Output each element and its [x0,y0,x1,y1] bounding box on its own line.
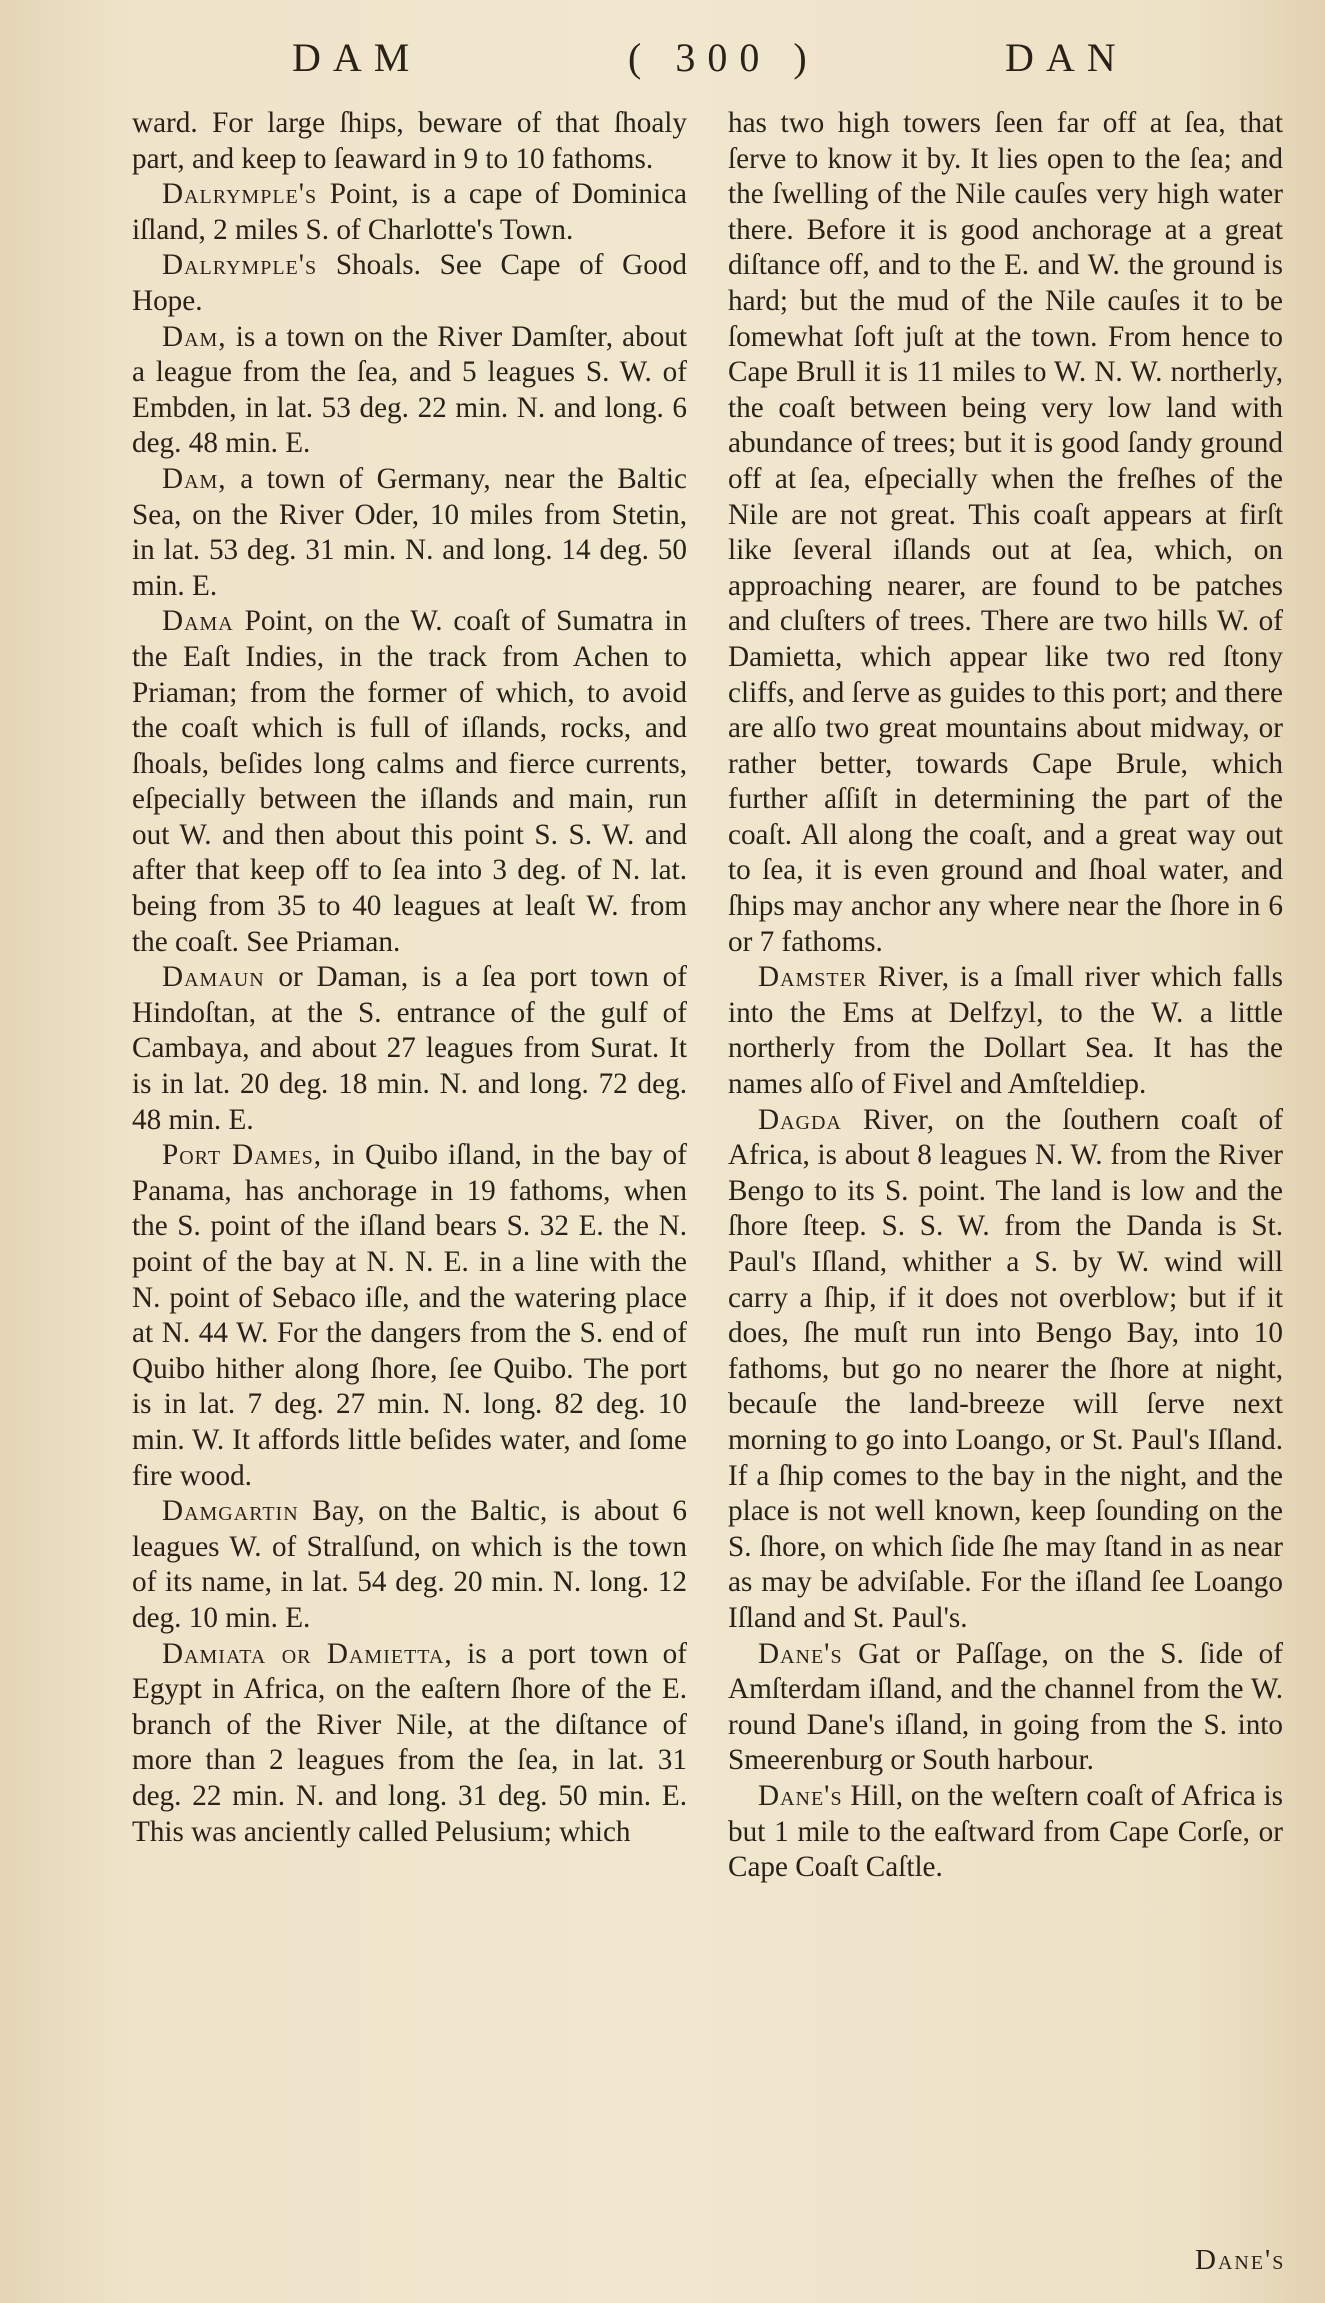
page-number: ( 300 ) [628,35,819,80]
dictionary-entry [132,462,687,604]
entry-headword: Dane's [758,1637,843,1670]
entry-text: or Daman, is a ſea port town of Hindoſtan, at the S. entrance of the gulf of Cambaya, and about 27 leagues from Surat. It is in lat. 20 deg. 18 min. N. and long. 72 deg. 48 min. E. [132,961,687,1136]
dictionary-entry [728,1779,1283,1886]
dictionary-entry [132,604,687,960]
entry-text: Hill, on the weſtern coaſt of Africa is but 1 mile to the eaſtward from Cape Corſe, or Cape Coaſt Caſtle. [728,1779,1283,1884]
entry-headword: Dalrymple's [162,178,318,211]
dictionary-entry [132,106,687,177]
left-column [132,106,687,1850]
dictionary-entry [132,1138,687,1494]
dictionary-entry [132,960,687,1138]
entry-headword: Damaun [162,961,265,994]
entry-text: Bay, on the Baltic, is about 6 leagues W. of Stralſund, on which is the town of its name, in lat. 54 deg. 20 min. N. long. 12 deg. 10 min. E. [132,1495,687,1634]
header-left-guideword: DAM [292,35,422,80]
dictionary-entry [132,1637,687,1851]
header-right-guideword: DAN [1005,35,1128,80]
entry-text: in Quibo iſland, in the bay of Panama, has anchorage in 19 fathoms, when the S. point of the iſland bears S. 32 E. the N. point of the bay at N. N. E. in a line with the N. point of Sebaco iſle, and the watering place at N. 44 W. For the dangers from the S. end of Quibo hither along ſhore, ſee Quibo. The port is in lat. 7 deg. 27 min. N. long. 82 deg. 10 min. W. It affords little beſides water, and ſome fire wood. [132,1139,687,1492]
right-column [728,106,1283,1886]
entry-text: Point, is a cape of Dominica iſland, 2 miles S. of Charlotte's Town. [132,178,687,246]
entry-headword: Dam, [162,320,227,353]
entry-text: Gat or Paſſage, on the S. ſide of Amſterdam iſland, and the channel from the W. round Dane's iſland, in going from the S. into Smeerenburg or South harbour. [728,1637,1283,1777]
entry-text: is a town on the River Damſter, about a league from the ſea, and 5 leagues S. W. of Embden, in lat. 53 deg. 22 min. N. and long. 6 deg. 48 min. E. [132,320,687,460]
entry-text: ward. For large ſhips, beware of that ſhoaly part, and keep to ſeaward in 9 to 10 fathoms. [132,107,687,175]
entry-text: River, is a ſmall river which falls into the Ems at Delfzyl, to the W. a little northerly from the Dollart Sea. It has the names alſo of Fivel and Amſteldiep. [728,961,1283,1101]
entry-headword: Dagda [758,1103,842,1136]
dictionary-entry [728,1103,1283,1637]
entry-text: has two high towers ſeen far off at ſea, that ſerve to know it by. It lies open to the ſea; and the ſwelling of the Nile cauſes very high water there. Before it is good anchorage at a great diſtance off, and to the E. and W. the ground is hard; but the mud of the Nile cauſes it to be ſomewhat ſoft juſt at the town. From hence to Cape Brull it is 11 miles to W. N. W. northerly, the coaſt between being very low land with abundance of trees; but it is good ſandy ground off at ſea, eſpecially when the freſhes of the Nile are not great. This coaſt appears at firſt like ſeveral iſlands out at ſea, which, on approaching nearer, are found to be patches and cluſters of trees. There are two hills W. of Damietta, which appear like two red ſtony cliffs, and ſerve as guides to this port; and there are alſo two great mountains about midway, or rather better, towards Cape Brule, which further aſſiſt in determining the part of the coaſt. All along the coaſt, and a great way out to ſea, it is even ground and ſhoal water, and ſhips may anchor any where near the ſhore in 6 or 7 fathoms. [728,107,1283,958]
dictionary-entry [132,177,687,248]
dictionary-entry [132,320,687,462]
entry-headword: Dalrymple's [162,249,318,282]
dictionary-entry [132,1494,687,1636]
dictionary-entry [132,248,687,319]
catchword: Dane's [1195,2244,1286,2276]
running-header [0,34,1325,94]
entry-headword: Dam, [162,462,227,495]
entry-text: Shoals. See Cape of Good Hope. [132,249,687,317]
entry-headword: Damiata or Damietta, [162,1637,453,1670]
entry-text: Point, on the W. coaſt of Sumatra in the Eaſt Indies, in the track from Achen to Priaman; from the former of which, to avoid the coaſt which is full of iſlands, rocks, and ſhoals, beſides long calms and fierce currents, eſpecially between the iſlands and main, run out W. and then about this point S. S. W. and after that keep off to ſea into 3 deg. of N. lat. being from 35 to 40 leagues at leaſt W. from the coaſt. See Priaman. [132,605,687,958]
entry-headword: Damgartin [162,1495,299,1528]
entry-headword: Dane's [758,1779,843,1812]
dictionary-entry [728,106,1283,960]
entry-headword: Damster [758,961,868,994]
entry-headword: Port Dames, [162,1139,323,1172]
entry-text: River, on the ſouthern coaſt of Africa, is about 8 leagues N. W. from the River Bengo to its S. point. The land is low and the ſhore ſteep. S. S. W. from the Danda is St. Paul's Iſland, whither a S. by W. wind will carry a ſhip, if it does not overblow; but if it does, ſhe muſt run into Bengo Bay, into 10 fathoms, but go no nearer the ſhore at night, becauſe the land-breeze will ſerve next morning to go into Loango, or St. Paul's Iſland. If a ſhip comes to the bay in the night, and the place is not well known, keep ſounding on the S. ſhore, on which ſide ſhe may ſtand in as near as may be adviſable. For the iſland ſee Loango Iſland and St. Paul's. [728,1103,1283,1634]
entry-headword: Dama [162,605,234,638]
entry-text: a town of Germany, near the Baltic Sea, on the River Oder, 10 miles from Stetin, in lat. 53 deg. 31 min. N. and long. 14 deg. 50 min. E. [132,462,687,602]
entry-text: is a port town of Egypt in Africa, on the eaſtern ſhore of the E. branch of the River Nile, at the diſtance of more than 2 leagues from the ſea, in lat. 31 deg. 22 min. N. and long. 31 deg. 50 min. E. This was anciently called Pelusium; which [132,1637,687,1848]
dictionary-entry [728,960,1283,1102]
dictionary-entry [728,1637,1283,1779]
